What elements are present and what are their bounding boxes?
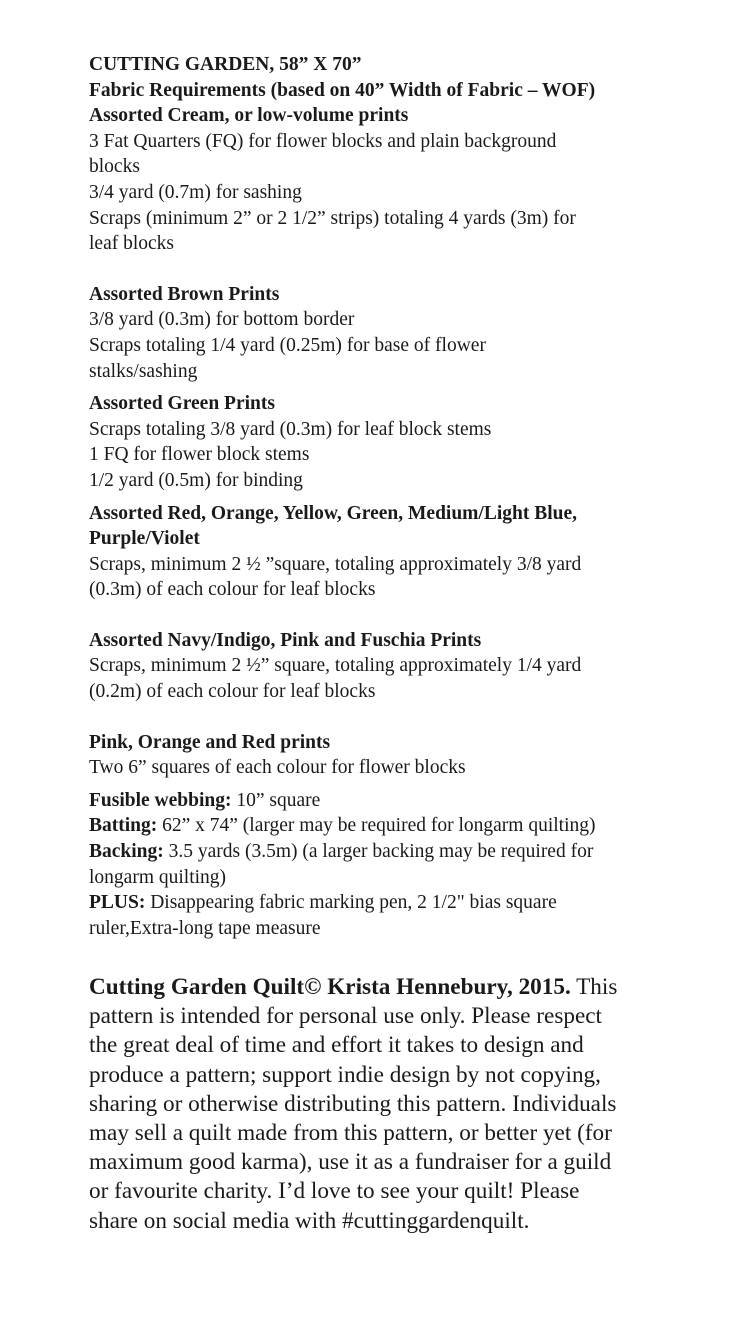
fabric-requirements-heading: Fabric Requirements (based on 40” Width of Fabric – WOF) <box>89 79 596 101</box>
copyright-bold: Cutting Garden Quilt© Krista Hennebury, 2015. <box>89 974 571 1000</box>
requirement-line: 1 FQ for flower block stems <box>89 444 310 466</box>
section-pink-orange-red <box>89 730 739 781</box>
fusible-label: Fusible webbing: <box>89 789 232 811</box>
fusible-line <box>89 788 739 814</box>
copyright-text: This <box>570 974 618 1000</box>
section-heading: Assorted Cream, or low-volume prints <box>89 105 409 127</box>
section-notions <box>89 788 739 942</box>
requirement-line: Scraps totaling 1/4 yard (0.25m) for base of flower <box>89 334 486 356</box>
copyright-line: pattern is intended for personal use only. Please respect <box>89 1003 602 1030</box>
section-navy-pink <box>89 628 739 705</box>
backing-value: 3.5 yards (3.5m) (a larger backing may be required for <box>163 841 594 863</box>
requirement-line: 3/8 yard (0.3m) for bottom border <box>89 309 355 331</box>
requirement-line: 3 Fat Quarters (FQ) for flower blocks and plain background <box>89 130 557 152</box>
section-heading: Assorted Green Prints <box>89 393 275 415</box>
section-brown <box>89 282 739 384</box>
section-heading: Assorted Navy/Indigo, Pink and Fuschia Prints <box>89 629 482 651</box>
section-cream <box>89 103 739 257</box>
requirement-line: Scraps, minimum 2 ½ ”square, totaling approximately 3/8 yard <box>89 553 582 575</box>
batting-line <box>89 813 739 839</box>
requirement-line: stalks/sashing <box>89 360 198 382</box>
requirement-line: leaf blocks <box>89 233 175 255</box>
requirement-line: Scraps totaling 3/8 yard (0.3m) for leaf block stems <box>89 418 492 440</box>
requirement-line: blocks <box>89 156 140 178</box>
plus-label: PLUS: <box>89 892 146 914</box>
requirement-line: 1/2 yard (0.5m) for binding <box>89 469 303 491</box>
batting-label: Batting: <box>89 815 158 837</box>
plus-value: Disappearing fabric marking pen, 2 1/2" bias square <box>145 892 557 914</box>
section-heading: Assorted Red, Orange, Yellow, Green, Medium/Light Blue, <box>89 502 578 524</box>
requirement-line: Scraps (minimum 2” or 2 1/2” strips) totaling 4 yards (3m) for <box>89 207 576 229</box>
backing-line <box>89 839 739 865</box>
fusible-value: 10” square <box>231 789 321 811</box>
requirement-line: Scraps, minimum 2 ½” square, totaling approximately 1/4 yard <box>89 655 582 677</box>
copyright-line: sharing or otherwise distributing this pattern. Individuals <box>89 1090 617 1117</box>
section-assorted-colours <box>89 501 739 603</box>
section-heading-cont: Purple/Violet <box>89 528 200 550</box>
requirement-line: (0.2m) of each colour for leaf blocks <box>89 681 376 703</box>
section-heading: Assorted Brown Prints <box>89 283 280 305</box>
copyright-line: share on social media with #cuttinggardenquilt. <box>89 1207 530 1234</box>
copyright-line <box>89 973 689 1002</box>
plus-line <box>89 890 739 916</box>
section-green <box>89 391 739 493</box>
section-heading: Pink, Orange and Red prints <box>89 731 331 753</box>
copyright-line: or favourite charity. I’d love to see your quilt! Please <box>89 1178 580 1205</box>
backing-line-cont: longarm quilting) <box>89 866 227 888</box>
copyright-line: produce a pattern; support indie design by not copying, <box>89 1061 601 1088</box>
backing-label: Backing: <box>89 841 164 863</box>
plus-line-cont: ruler,Extra-long tape measure <box>89 917 321 939</box>
copyright-line: the great deal of time and effort it takes to design and <box>89 1032 584 1059</box>
requirement-line: Two 6” squares of each colour for flower blocks <box>89 757 466 779</box>
requirement-line: (0.3m) of each colour for leaf blocks <box>89 579 376 601</box>
pattern-title: CUTTING GARDEN, 58” X 70” <box>89 54 362 75</box>
requirement-line: 3/4 yard (0.7m) for sashing <box>89 181 302 203</box>
copyright-line: may sell a quilt made from this pattern, or better yet (for <box>89 1120 612 1147</box>
pattern-document <box>89 52 739 941</box>
batting-value: 62” x 74” (larger may be required for longarm quilting) <box>157 815 596 837</box>
copyright-notice <box>89 973 689 1236</box>
copyright-line: maximum good karma), use it as a fundraiser for a guild <box>89 1149 612 1176</box>
